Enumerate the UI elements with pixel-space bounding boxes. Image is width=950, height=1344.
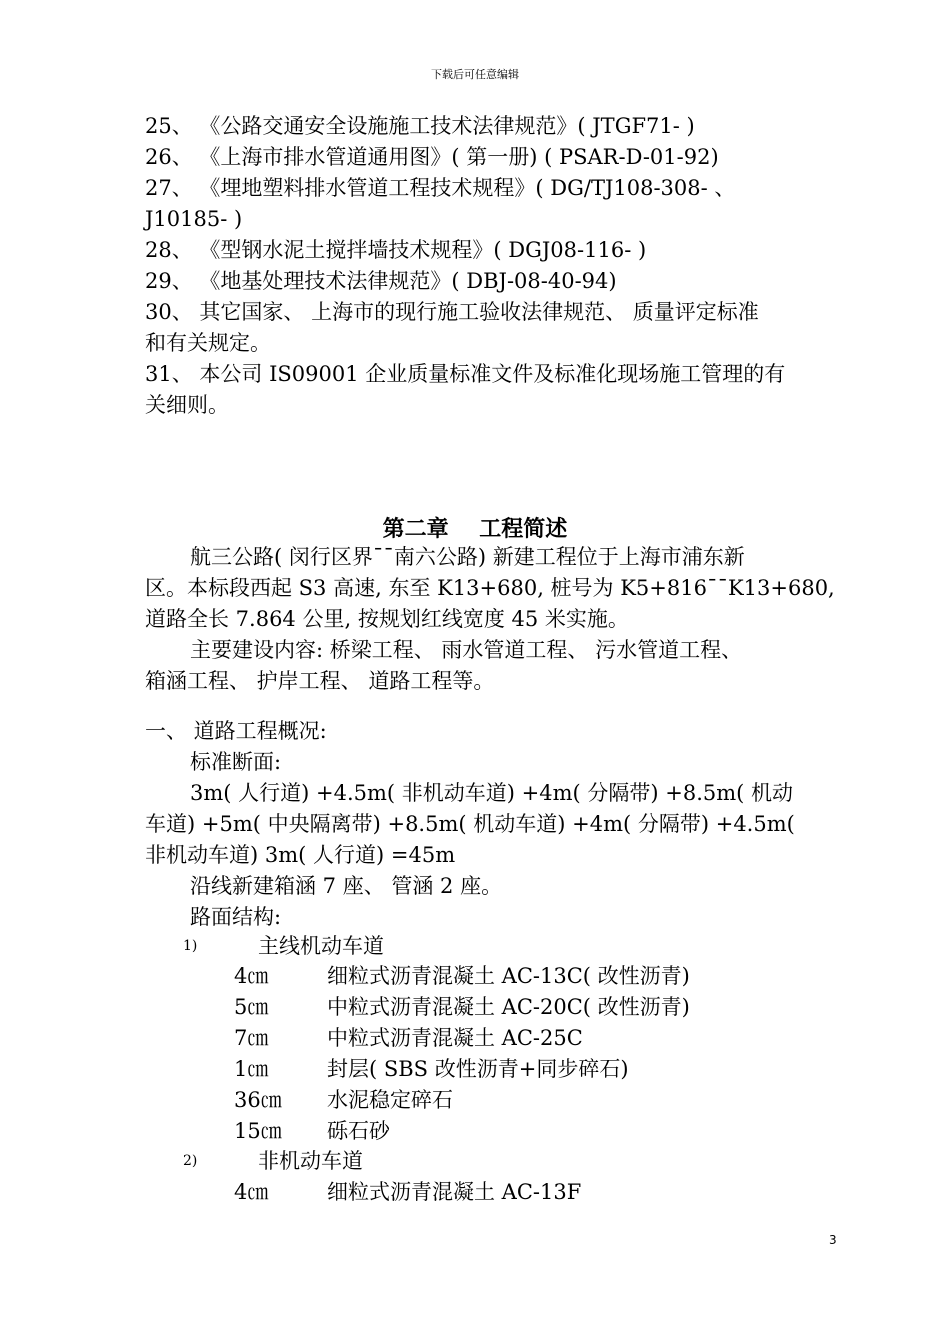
reference-item: 28、 《型钢水泥土搅拌墙技术规程》( DGJ08-116- ) [145, 238, 647, 262]
reference-item: 30、 其它国家、 上海市的现行施工验收法律规范、 质量评定标准 [145, 300, 759, 324]
layer-material: 砾石砂 [327, 1119, 390, 1143]
scope-paragraph: 主要建设内容: 桥梁工程、 雨水管道工程、 污水管道工程、 [190, 638, 743, 662]
overview-paragraph: 区。本标段西起 S3 高速, 东至 K13+680, 桩号为 K5+816¯¯K13+680, [145, 576, 835, 600]
reference-item-continuation: 关细则。 [145, 393, 229, 417]
subsection-number: 2) [183, 1153, 198, 1169]
page-header: 下载后可任意编辑 [431, 68, 519, 81]
standard-section-label: 标准断面: [190, 750, 282, 774]
layer-thickness: 36㎝ [234, 1088, 282, 1112]
subsection-title: 主线机动车道 [258, 934, 384, 958]
subsection-number: 1) [183, 938, 198, 954]
overview-paragraph: 航三公路( 闵行区界¯¯南六公路) 新建工程位于上海市浦东新 [190, 545, 745, 569]
reference-item-continuation: 和有关规定。 [145, 331, 271, 355]
reference-item: 29、 《地基处理技术法律规范》( DBJ-08-40-94) [145, 269, 617, 293]
reference-item: 26、 《上海市排水管道通用图》( 第一册) ( PSAR-D-01-92) [145, 145, 719, 169]
pavement-label: 路面结构: [190, 905, 282, 929]
page-number: 3 [829, 1233, 837, 1247]
layer-thickness: 15㎝ [234, 1119, 282, 1143]
layer-material: 细粒式沥青混凝土 AC-13C( 改性沥青) [327, 964, 690, 988]
layer-thickness: 7㎝ [234, 1026, 269, 1050]
layer-material: 中粒式沥青混凝土 AC-25C [327, 1026, 583, 1050]
layer-material: 细粒式沥青混凝土 AC-13F [327, 1180, 582, 1204]
reference-item: 27、 《埋地塑料排水管道工程技术规程》( DG/TJ108-308- 、 [145, 176, 736, 200]
layer-thickness: 4㎝ [234, 964, 269, 988]
layer-material: 水泥稳定碎石 [327, 1088, 453, 1112]
layer-thickness: 4㎝ [234, 1180, 269, 1204]
standard-section-text: 非机动车道) 3m( 人行道) =45m [145, 843, 456, 867]
culverts-text: 沿线新建箱涵 7 座、 管涵 2 座。 [190, 874, 503, 898]
reference-item-continuation: J10185- ) [145, 207, 243, 231]
layer-material: 封层( SBS 改性沥青+同步碎石) [327, 1057, 629, 1081]
overview-paragraph: 道路全长 7.864 公里, 按规划红线宽度 45 米实施。 [145, 607, 629, 631]
layer-thickness: 5㎝ [234, 995, 269, 1019]
reference-item: 31、 本公司 IS09001 企业质量标准文件及标准化现场施工管理的有 [145, 362, 786, 386]
layer-thickness: 1㎝ [234, 1057, 269, 1081]
scope-paragraph: 箱涵工程、 护岸工程、 道路工程等。 [145, 669, 495, 693]
layer-material: 中粒式沥青混凝土 AC-20C( 改性沥青) [327, 995, 690, 1019]
standard-section-text: 3m( 人行道) +4.5m( 非机动车道) +4m( 分隔带) +8.5m( 机动 [190, 781, 794, 805]
section-heading: 一、 道路工程概况: [145, 719, 327, 743]
reference-item: 25、 《公路交通安全设施施工技术法律规范》( JTGF71- ) [145, 114, 695, 138]
standard-section-text: 车道) +5m( 中央隔离带) +8.5m( 机动车道) +4m( 分隔带) +4.5m( [145, 812, 795, 836]
subsection-title: 非机动车道 [258, 1149, 363, 1173]
chapter-title: 第二章 工程简述 [382, 517, 568, 542]
